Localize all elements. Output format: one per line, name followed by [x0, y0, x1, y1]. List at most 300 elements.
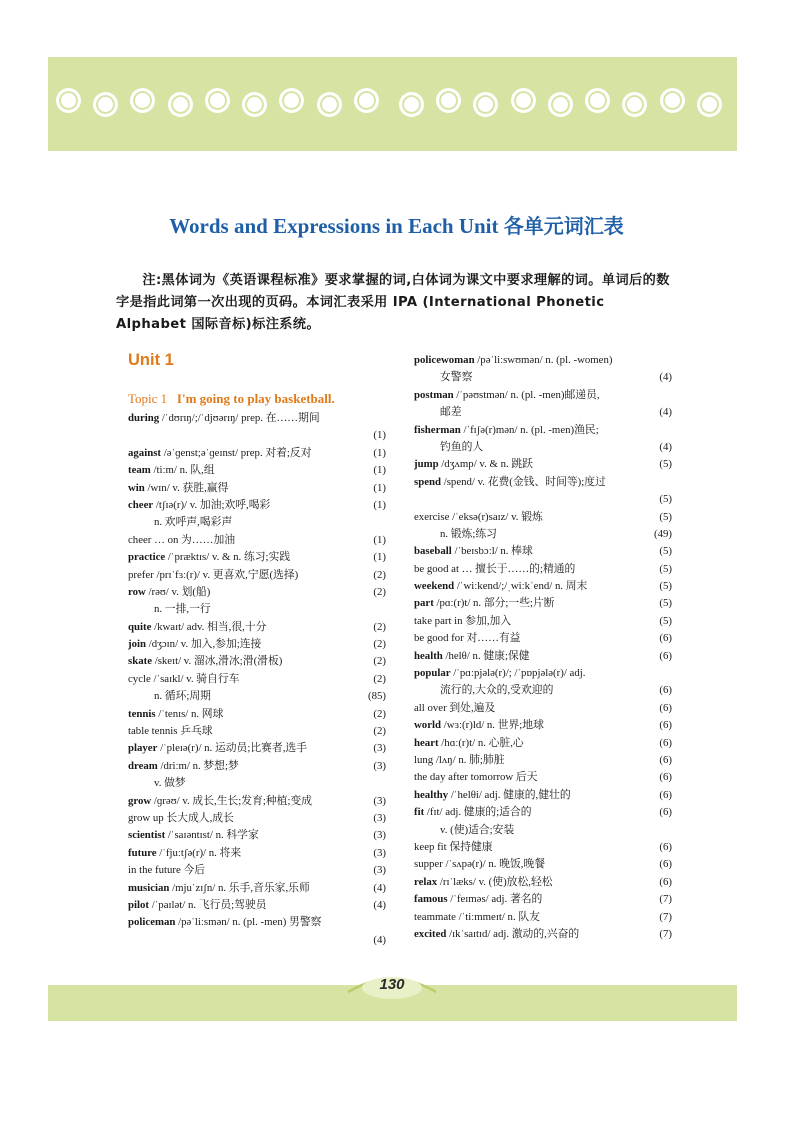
entry-page-ref: (7) — [659, 893, 672, 906]
entry-headword: policewoman — [414, 354, 475, 366]
entry-definition: /dʒʌmp/ v. & n. 跳跃 — [438, 458, 533, 471]
entry-definition: /pɑː(r)t/ n. 部分;一些;片断 — [433, 597, 555, 610]
vocab-entry — [414, 422, 672, 439]
entry-text — [440, 404, 648, 421]
banner-circle — [356, 90, 377, 111]
vocab-entry — [128, 914, 386, 931]
entry-page-ref: (2) — [373, 638, 386, 651]
vocab-entry — [414, 369, 672, 386]
entry-page-ref: (6) — [659, 788, 672, 801]
vocab-entry — [128, 688, 386, 705]
entry-definition: /ˈtenɪs/ n. 网球 — [155, 707, 224, 720]
entry-page-ref: (5) — [659, 562, 672, 575]
entry-definition: /wɪn/ v. 获胜,赢得 — [144, 481, 229, 494]
banner-circle — [244, 94, 265, 115]
entry-text — [414, 630, 648, 647]
entry-headword: popular — [414, 667, 451, 680]
vocab-entry — [128, 671, 386, 688]
entry-page-ref: (6) — [659, 840, 672, 853]
entry-definition: /ˈpəʊstmən/ n. (pl. -men)邮递员, — [453, 388, 600, 401]
entry-headword: future — [128, 846, 157, 859]
entry-headword: grow — [128, 794, 152, 807]
entry-headword: practice — [128, 551, 166, 564]
banner-circle — [170, 94, 191, 115]
vocab-entry — [414, 700, 672, 717]
vocab-entry — [414, 682, 672, 699]
entry-page-ref: (6) — [659, 649, 672, 662]
entry-headword: scientist — [128, 829, 166, 842]
entry-definition: v. (使)适合;安装 — [440, 823, 515, 836]
entry-text — [154, 514, 362, 531]
entry-definition: /ˈpleɪə(r)/ n. 运动员;比赛者,选手 — [157, 742, 308, 755]
entry-page-ref: (4) — [659, 371, 672, 384]
vocab-entry — [414, 735, 672, 752]
vocab-entry — [128, 706, 386, 723]
entry-definition: 女警察 — [440, 371, 473, 384]
vocab-column-right — [414, 352, 672, 943]
entry-definition: /ˈfɪʃə(r)mən/ n. (pl. -men)渔民; — [460, 423, 599, 436]
vocab-entry — [414, 491, 672, 508]
entry-page-ref: (5) — [659, 493, 672, 506]
entry-page-ref: (3) — [373, 742, 386, 755]
entry-text — [414, 874, 648, 891]
entry-page-ref: (3) — [373, 759, 386, 772]
entry-text — [414, 456, 648, 473]
entry-definition: /ˈpɑːpjələ(r)/; /ˈpɒpjələ(r)/ adj. — [450, 667, 586, 680]
entry-page-ref: (4) — [659, 440, 672, 453]
banner-circle-row — [58, 84, 728, 118]
vocab-entry — [414, 822, 672, 839]
vocab-entry — [128, 775, 386, 792]
entry-text — [414, 700, 648, 717]
banner-circle — [662, 90, 683, 111]
entry-headword: player — [128, 742, 158, 755]
vocab-entry — [414, 891, 672, 908]
entry-headword: quite — [128, 620, 152, 633]
entry-text — [128, 497, 362, 514]
entry-text — [414, 578, 648, 595]
entry-headword: pilot — [128, 898, 149, 911]
vocab-entry — [128, 723, 386, 740]
banner-circle — [281, 90, 302, 111]
entry-text — [128, 723, 362, 740]
entry-page-ref: (6) — [659, 771, 672, 784]
entry-text — [414, 509, 648, 526]
banner-circle — [401, 94, 422, 115]
entry-text — [128, 410, 362, 427]
entry-definition: /əˈɡenst;əˈɡeɪnst/ prep. 对着;反对 — [161, 446, 312, 459]
entry-headword: excited — [414, 927, 447, 940]
entry-text — [414, 891, 648, 908]
banner-circle — [319, 94, 340, 115]
vocab-entry — [128, 793, 386, 810]
topic-heading — [128, 391, 335, 407]
entry-page-ref: (49) — [654, 527, 672, 540]
entry-page-ref: (6) — [659, 858, 672, 871]
entry-headword: world — [414, 719, 441, 732]
entry-text — [154, 601, 362, 618]
entry-page-ref: (7) — [659, 927, 672, 940]
banner-circle — [624, 94, 645, 115]
entry-definition: /rəʊ/ v. 划(船) — [145, 585, 211, 598]
entry-text — [128, 740, 362, 757]
entry-definition: /hɑː(r)t/ n. 心脏,心 — [438, 736, 524, 749]
entry-page-ref: (2) — [373, 725, 386, 738]
entry-page-ref: (6) — [659, 632, 672, 645]
entry-definition: /ˈsaɪəntɪst/ n. 科学家 — [165, 829, 259, 842]
entry-headword: healthy — [414, 788, 449, 801]
entry-text — [128, 706, 362, 723]
entry-definition: /rɪˈlæks/ v. (使)放松,轻松 — [437, 875, 553, 888]
intro-note: 注:黑体词为《英语课程标准》要求掌握的词,白体词为课文中要求理解的词。单词后的数字是指此词第一次出现的页码。本词汇表采用 IPA (International Phonetic Alphabet 国际音标)标注系统。 — [116, 273, 670, 332]
vocab-entry — [128, 653, 386, 670]
entry-page-ref: (4) — [373, 933, 386, 946]
entry-page-ref: (7) — [659, 910, 672, 923]
entry-definition: /ˈfeɪməs/ adj. 著名的 — [447, 893, 543, 906]
entry-text — [440, 822, 648, 839]
entry-text — [128, 567, 362, 584]
entry-page-ref: (2) — [373, 707, 386, 720]
entry-definition: the day after tomorrow 后天 — [414, 771, 538, 784]
vocab-entry — [414, 648, 672, 665]
entry-page-ref: (1) — [373, 498, 386, 511]
entry-text — [128, 880, 362, 897]
banner-circle — [438, 90, 459, 111]
title-en: Words and Expressions in Each Unit — [169, 214, 499, 238]
entry-definition: /mjuˈzɪʃn/ n. 乐手,音乐家,乐师 — [169, 881, 310, 894]
topic-title: I'm going to play basketball. — [176, 391, 335, 406]
vocab-entry — [414, 665, 672, 682]
entry-text — [128, 532, 362, 549]
entry-definition: /ˈfjuːtʃə(r)/ n. 将来 — [156, 846, 242, 859]
entry-page-ref: (5) — [659, 545, 672, 558]
entry-text — [414, 735, 648, 752]
entry-page-ref: (5) — [659, 580, 672, 593]
entry-page-ref: (2) — [373, 672, 386, 685]
banner-circle — [207, 90, 228, 111]
entry-definition: n. 欢呼声,喝彩声 — [154, 516, 233, 529]
entry-definition: 钓鱼的人 — [440, 440, 484, 453]
entry-definition: /tiːm/ n. 队,组 — [150, 464, 215, 477]
vocab-entry — [414, 387, 672, 404]
entry-text — [128, 480, 362, 497]
entry-page-ref: (2) — [373, 568, 386, 581]
entry-headword: musician — [128, 881, 170, 894]
entry-definition: v. 做梦 — [154, 777, 186, 790]
entry-text — [414, 422, 648, 439]
entry-page-ref: (6) — [659, 806, 672, 819]
vocab-column-left — [128, 410, 386, 949]
vocab-entry — [414, 509, 672, 526]
entry-headword: weekend — [414, 580, 455, 593]
entry-page-ref: (85) — [368, 690, 386, 703]
entry-page-ref: (1) — [373, 429, 386, 442]
entry-text — [440, 682, 648, 699]
vocab-entry — [128, 758, 386, 775]
title-cn: 各单元词汇表 — [503, 214, 624, 238]
banner-circle — [550, 94, 571, 115]
entry-page-ref: (2) — [373, 585, 386, 598]
entry-definition: 流行的,大众的,受欢迎的 — [440, 684, 554, 697]
entry-page-ref: (6) — [659, 684, 672, 697]
entry-text — [154, 688, 362, 705]
entry-text — [440, 526, 648, 543]
vocab-entry — [414, 752, 672, 769]
entry-page-ref: (6) — [659, 753, 672, 766]
vocab-entry — [128, 880, 386, 897]
entry-text — [128, 445, 362, 462]
entry-headword: against — [128, 446, 161, 459]
vocab-entry — [128, 636, 386, 653]
entry-text — [128, 549, 362, 566]
entry-headword: win — [128, 481, 145, 494]
entry-page-ref: (5) — [659, 458, 672, 471]
entry-text — [128, 462, 362, 479]
entry-text — [128, 671, 362, 688]
vocab-entry — [128, 410, 386, 427]
vocab-entry — [414, 839, 672, 856]
entry-headword: tennis — [128, 707, 156, 720]
entry-headword: spend — [414, 475, 442, 488]
vocab-entry — [414, 909, 672, 926]
vocab-entry — [128, 584, 386, 601]
entry-text — [414, 769, 648, 786]
entry-text — [128, 914, 362, 931]
vocab-entry — [414, 526, 672, 543]
entry-text — [414, 474, 648, 491]
entry-definition: n. 锻炼;练习 — [440, 527, 497, 540]
vocab-entry — [414, 561, 672, 578]
vocab-entry — [414, 787, 672, 804]
entry-definition: prefer /prɪˈfɜː(r)/ v. 更喜欢,宁愿(选择) — [128, 568, 299, 581]
entry-page-ref: (2) — [373, 655, 386, 668]
entry-headword: relax — [414, 875, 438, 888]
vocab-entry — [128, 514, 386, 531]
entry-page-ref: (5) — [659, 510, 672, 523]
entry-text — [414, 909, 648, 926]
entry-text — [414, 387, 648, 404]
entry-page-ref: (3) — [373, 811, 386, 824]
entry-headword: health — [414, 649, 443, 662]
entry-definition: /fɪt/ adj. 健康的;适合的 — [424, 806, 532, 819]
entry-definition: /driːm/ n. 梦想;梦 — [157, 759, 239, 772]
entry-page-ref: (6) — [659, 875, 672, 888]
entry-text — [128, 636, 362, 653]
vocab-entry — [128, 462, 386, 479]
entry-text — [414, 613, 648, 630]
entry-definition: keep fit 保持健康 — [414, 840, 493, 853]
vocab-entry — [128, 932, 386, 949]
entry-text — [414, 561, 648, 578]
entry-headword: baseball — [414, 545, 452, 558]
entry-text — [440, 439, 648, 456]
vocab-entry — [414, 769, 672, 786]
page-title — [0, 210, 793, 239]
entry-definition: cycle /ˈsaɪkl/ v. 骑自行车 — [128, 672, 240, 685]
entry-definition: n. 循环;周期 — [154, 690, 211, 703]
vocab-entry — [128, 567, 386, 584]
entry-page-ref: (3) — [373, 829, 386, 842]
entry-text — [414, 804, 648, 821]
entry-page-ref: (3) — [373, 846, 386, 859]
entry-definition: be good for 对……有益 — [414, 632, 521, 645]
entry-page-ref: (5) — [659, 614, 672, 627]
entry-page-ref: (1) — [373, 533, 386, 546]
banner-circle — [475, 94, 496, 115]
entry-definition: n. 一排,一行 — [154, 603, 211, 616]
entry-definition: teammate /ˈtiːmmeɪt/ n. 队友 — [414, 910, 540, 923]
entry-headword: skate — [128, 655, 152, 668]
entry-page-ref: (1) — [373, 481, 386, 494]
entry-text — [414, 543, 648, 560]
vocab-entry — [128, 480, 386, 497]
vocab-entry — [414, 352, 672, 369]
entry-text — [128, 758, 362, 775]
entry-text — [128, 619, 362, 636]
entry-page-ref: (4) — [373, 881, 386, 894]
entry-headword: heart — [414, 736, 439, 749]
entry-page-ref: (6) — [659, 736, 672, 749]
entry-page-ref: (5) — [659, 597, 672, 610]
entry-text — [414, 648, 648, 665]
entry-definition: /ɪkˈsaɪtɪd/ adj. 激动的,兴奋的 — [446, 927, 580, 940]
vocab-entry — [128, 497, 386, 514]
entry-definition: /tʃɪə(r)/ v. 加油;欢呼,喝彩 — [153, 498, 271, 511]
entry-definition: supper /ˈsʌpə(r)/ n. 晚饭,晚餐 — [414, 858, 546, 871]
entry-text — [128, 584, 362, 601]
entry-definition: in the future 今后 — [128, 864, 206, 877]
entry-text — [414, 665, 648, 682]
vocab-entry — [128, 845, 386, 862]
entry-page-ref: (1) — [373, 446, 386, 459]
vocab-entry — [414, 613, 672, 630]
entry-page-ref: (1) — [373, 551, 386, 564]
vocab-entry — [414, 595, 672, 612]
entry-headword: postman — [414, 388, 454, 401]
entry-text — [128, 897, 362, 914]
entry-definition: /wɜː(r)ld/ n. 世界;地球 — [441, 719, 544, 732]
page-number: 130 — [379, 976, 405, 993]
entry-headword: fisherman — [414, 423, 461, 436]
vocab-entry — [128, 532, 386, 549]
entry-definition: /skeɪt/ v. 溜冰,滑冰;滑(滑板) — [152, 655, 283, 668]
vocab-entry — [414, 404, 672, 421]
entry-text — [128, 653, 362, 670]
entry-definition: /ˈpræktɪs/ v. & n. 练习;实践 — [165, 551, 291, 564]
vocab-entry — [414, 474, 672, 491]
banner-circle — [513, 90, 534, 111]
vocab-entry — [414, 804, 672, 821]
vocab-entry — [414, 717, 672, 734]
entry-headword: dream — [128, 759, 158, 772]
entry-definition: all over 到处,遍及 — [414, 701, 496, 714]
vocab-entry — [128, 897, 386, 914]
vocab-entry — [128, 445, 386, 462]
entry-text — [414, 839, 648, 856]
vocab-entry — [414, 543, 672, 560]
entry-headword: policeman — [128, 916, 176, 929]
entry-definition: grow up 长大成人,成长 — [128, 811, 234, 824]
entry-text — [414, 352, 648, 369]
vocab-entry — [414, 578, 672, 595]
entry-definition: 邮差 — [440, 406, 462, 419]
entry-text — [414, 926, 648, 943]
entry-definition: /spend/ v. 花费(金钱、时间等);度过 — [441, 475, 606, 488]
vocab-entry — [128, 810, 386, 827]
entry-definition: /kwaɪt/ adv. 相当,很,十分 — [151, 620, 267, 633]
entry-headword: row — [128, 585, 146, 598]
entry-page-ref: (1) — [373, 464, 386, 477]
entry-headword: team — [128, 464, 151, 477]
banner-circle — [95, 94, 116, 115]
vocab-entry — [128, 827, 386, 844]
entry-headword: join — [128, 638, 146, 651]
unit-heading: Unit 1 — [128, 351, 174, 369]
entry-definition: exercise /ˈeksə(r)saɪz/ v. 锻炼 — [414, 510, 543, 523]
entry-headword: during — [128, 412, 160, 424]
entry-definition: /ɡrəʊ/ v. 成长,生长;发育;种植;变成 — [151, 794, 313, 807]
banner-circle — [132, 90, 153, 111]
vocab-entry — [128, 619, 386, 636]
entry-definition: be good at … 擅长于……的;精通的 — [414, 562, 576, 575]
entry-text — [128, 793, 362, 810]
entry-text — [128, 845, 362, 862]
entry-text — [128, 810, 362, 827]
entry-definition: take part in 参加,加入 — [414, 614, 512, 627]
entry-headword: jump — [414, 458, 439, 471]
vocab-entry — [128, 427, 386, 444]
entry-text — [128, 827, 362, 844]
entry-definition: lung /lʌŋ/ n. 肺;肺脏 — [414, 753, 505, 766]
entry-page-ref: (2) — [373, 620, 386, 633]
entry-text — [414, 856, 648, 873]
banner-circle — [58, 90, 79, 111]
entry-text — [414, 752, 648, 769]
entry-page-ref: (4) — [659, 406, 672, 419]
entry-definition: /pəˈliːswʊmən/ n. (pl. -women) — [474, 354, 613, 366]
entry-text — [414, 787, 648, 804]
banner-circle — [699, 94, 720, 115]
entry-page-ref: (3) — [373, 794, 386, 807]
entry-definition: /helθ/ n. 健康;保健 — [442, 649, 530, 662]
vocab-entry — [128, 862, 386, 879]
topic-label: Topic 1 — [128, 391, 168, 406]
entry-headword: famous — [414, 893, 448, 906]
vocab-entry — [414, 856, 672, 873]
entry-page-ref: (6) — [659, 701, 672, 714]
entry-text — [414, 595, 648, 612]
entry-definition: /ˈpaɪlət/ n. 飞行员;驾驶员 — [149, 898, 267, 911]
entry-definition: /dʒɔɪn/ v. 加入,参加;连接 — [146, 638, 262, 651]
entry-text — [440, 369, 648, 386]
vocab-entry — [128, 601, 386, 618]
entry-text — [128, 862, 362, 879]
entry-definition: /pəˈliːsmən/ n. (pl. -men) 男警察 — [175, 916, 322, 929]
entry-definition: /ˈhelθi/ adj. 健康的,健壮的 — [448, 788, 571, 801]
vocab-entry — [414, 439, 672, 456]
vocab-entry — [414, 874, 672, 891]
entry-definition: /ˈwiːkend/;/ˌwiːkˈend/ n. 周末 — [454, 580, 588, 593]
entry-headword: cheer — [128, 498, 154, 511]
entry-page-ref: (4) — [373, 898, 386, 911]
vocab-entry — [128, 549, 386, 566]
entry-page-ref: (3) — [373, 864, 386, 877]
entry-definition: table tennis 乒乓球 — [128, 725, 213, 738]
vocab-entry — [414, 926, 672, 943]
entry-definition: /ˈbeɪsbɔːl/ n. 棒球 — [451, 545, 533, 558]
entry-headword: part — [414, 597, 434, 610]
entry-page-ref: (6) — [659, 719, 672, 732]
